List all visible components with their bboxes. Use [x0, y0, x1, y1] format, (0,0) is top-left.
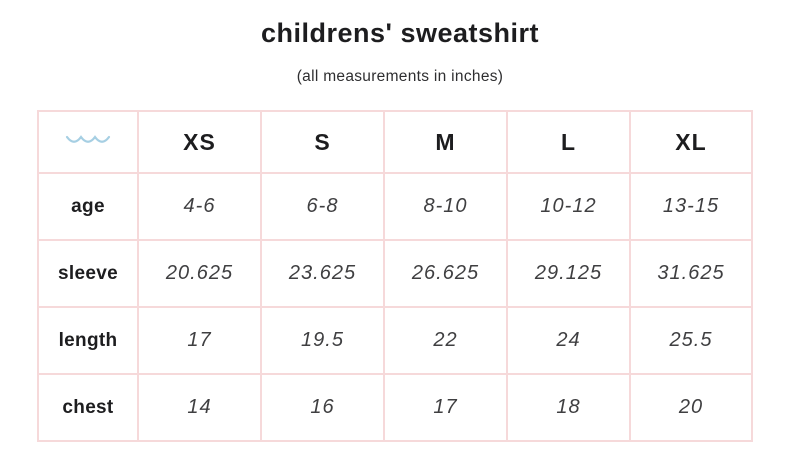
table-cell: 16 [261, 374, 384, 441]
row-label-sleeve: sleeve [38, 240, 138, 307]
row-label-age: age [38, 173, 138, 240]
size-table [37, 110, 753, 442]
column-header-l: L [507, 111, 630, 173]
table-cell: 8-10 [384, 173, 507, 240]
table-cell: 17 [384, 374, 507, 441]
table-row-age [38, 173, 752, 240]
page-title: childrens' sweatshirt [260, 18, 539, 48]
table-cell: 22 [384, 307, 507, 374]
table-cell: 13-15 [630, 173, 752, 240]
table-cell: 20.625 [138, 240, 261, 307]
table-row-chest [38, 374, 752, 441]
table-header-row [38, 111, 752, 173]
table-cell: 10-12 [507, 173, 630, 240]
table-cell: 17 [138, 307, 261, 374]
table-corner-cell [38, 111, 138, 173]
table-cell: 31.625 [630, 240, 752, 307]
column-header-s: S [261, 111, 384, 173]
table-cell: 18 [507, 374, 630, 441]
table-cell: 23.625 [261, 240, 384, 307]
table-cell: 24 [507, 307, 630, 374]
table-cell: 20 [630, 374, 752, 441]
column-header-xl: XL [630, 111, 752, 173]
table-cell: 19.5 [261, 307, 384, 374]
table-cell: 6-8 [261, 173, 384, 240]
page-subtitle: (all measurements in inches) [296, 68, 504, 85]
table-cell: 25.5 [630, 307, 752, 374]
column-header-xs: XS [138, 111, 261, 173]
row-label-chest: chest [38, 374, 138, 441]
column-header-m: M [384, 111, 507, 173]
row-label-length: length [38, 307, 138, 374]
table-cell: 29.125 [507, 240, 630, 307]
table-row-length [38, 307, 752, 374]
table-cell: 4-6 [138, 173, 261, 240]
table-cell: 26.625 [384, 240, 507, 307]
table-cell: 14 [138, 374, 261, 441]
wave-icon [65, 131, 111, 149]
table-row-sleeve [38, 240, 752, 307]
